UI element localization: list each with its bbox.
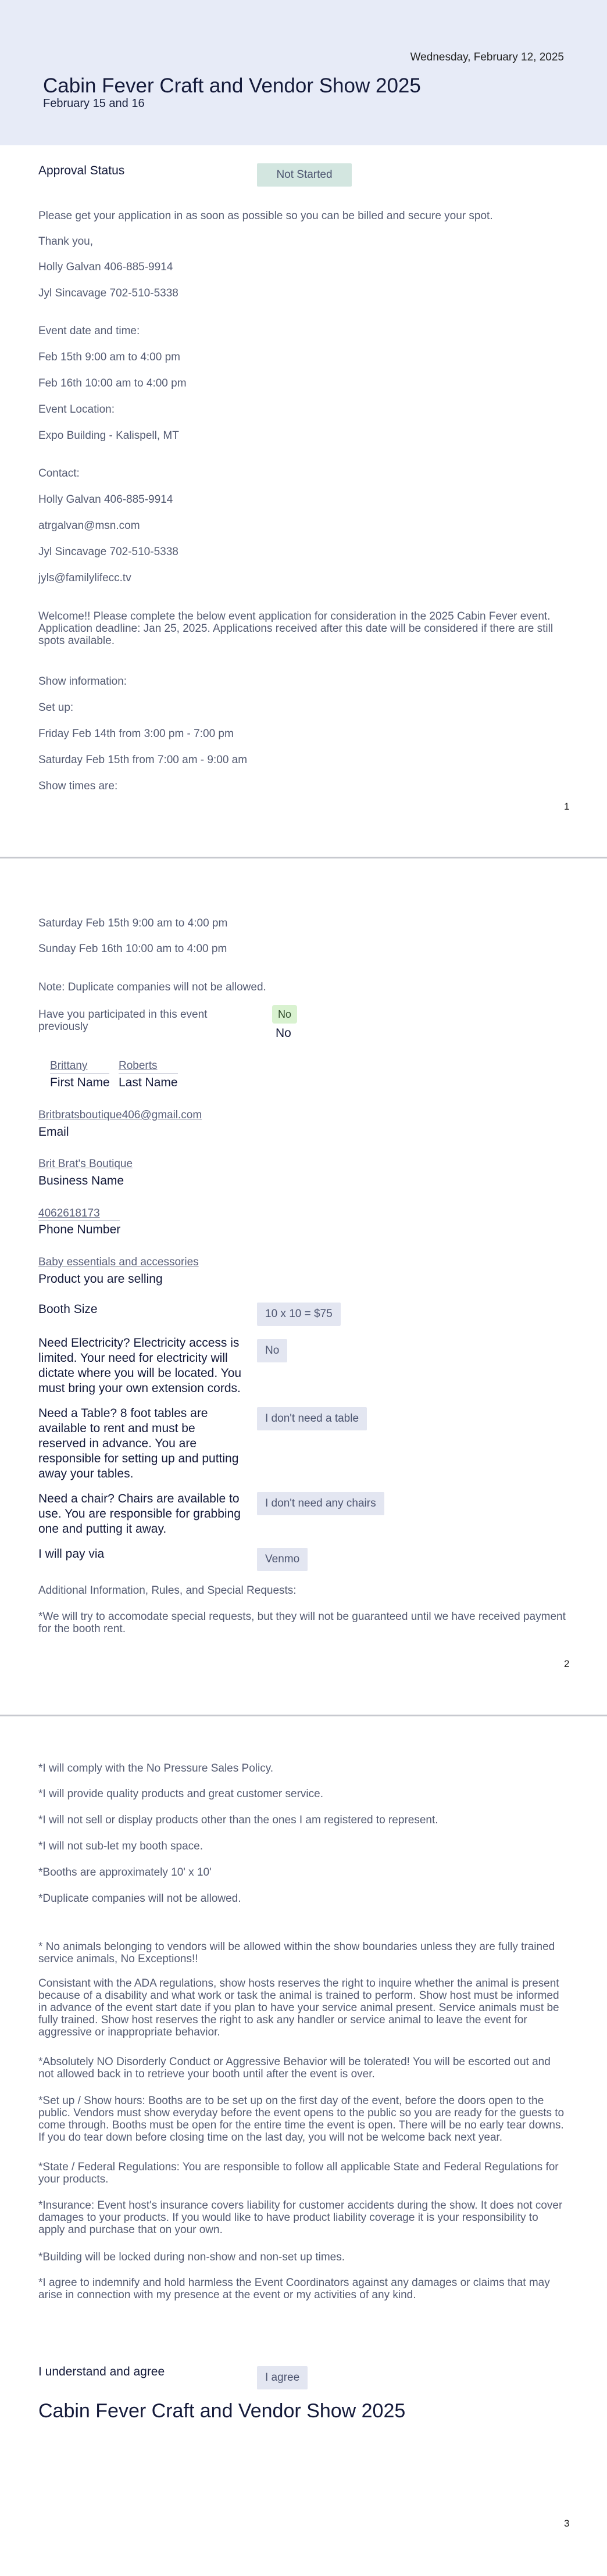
payment-value[interactable]: Venmo	[257, 1548, 308, 1571]
rule-item: *I will comply with the No Pressure Sales Policy.	[38, 1762, 274, 1774]
setup-line: Saturday Feb 15th from 7:00 am - 9:00 am	[38, 754, 248, 766]
contact-email[interactable]: atrgalvan@msn.com	[38, 520, 140, 532]
rule-item: *Insurance: Event host's insurance covers liability for customer accidents during the show. It does not cover damages to your products. If you would like to have product liability coverage it is your responsibility to apply and purchase that on your own.	[38, 2199, 563, 2236]
email-label: Email	[38, 1125, 69, 1139]
page-separator	[0, 857, 607, 858]
page-subtitle: February 15 and 16	[43, 97, 145, 110]
chair-label: Need a chair? Chairs are available to use. You are responsible for grabbing one and putting it away.	[38, 1492, 241, 1536]
page-number: 3	[564, 2518, 570, 2529]
welcome-paragraph: Welcome!! Please complete the below event application for consideration in the 2025 Cabin Fever event. Application deadline: Jan 25, 2025. Applications received after this date will be considered if there are still spots available.	[38, 610, 554, 647]
table-label: Need a Table? 8 foot tables are available to rent and must be reserved in advance. You are responsible for setting up and putting away your tables.	[38, 1407, 239, 1480]
event-date-line: Feb 15th 9:00 am to 4:00 pm	[38, 351, 180, 363]
rule-item: Consistant with the ADA regulations, show hosts reserves the right to inquire whether the animal is present because of a disability and what work or task the animal is trained to perform. Show host must be informed in advance of the event start date if you plan to have your service animal present. Service animals must be fully trained. Show host reserves the right to ask any handler or service animal to leave the event for aggressive or inappropriate behavior.	[38, 1977, 559, 2038]
contact-heading: Contact:	[38, 467, 80, 480]
rule-item: *State / Federal Regulations: You are responsible to follow all applicable State and Federal Regulations for your products.	[38, 2161, 559, 2185]
show-times-heading: Show times are:	[38, 780, 118, 792]
setup-line: Friday Feb 14th from 3:00 pm - 7:00 pm	[38, 728, 234, 740]
email-value[interactable]: Britbratsboutique406@gmail.com	[38, 1109, 202, 1121]
contact-line: Holly Galvan 406-885-9914	[38, 493, 173, 506]
approval-status-label: Approval Status	[38, 164, 125, 177]
approval-status-badge: Not Started	[257, 163, 352, 187]
footer-title: Cabin Fever Craft and Vendor Show 2025	[38, 2400, 406, 2422]
contact-line: Jyl Sincavage 702-510-5338	[38, 546, 178, 558]
rule-item: *I will not sell or display products other than the ones I am registered to represent.	[38, 1814, 438, 1826]
show-time-line: Sunday Feb 16th 10:00 am to 4:00 pm	[38, 943, 227, 955]
phone-underline	[38, 1220, 120, 1221]
duplicate-note: Note: Duplicate companies will not be allowed.	[38, 981, 266, 993]
product-label: Product you are selling	[38, 1272, 163, 1286]
business-name-value[interactable]: Brit Brat's Boutique	[38, 1158, 133, 1170]
participated-badge[interactable]: No	[272, 1005, 297, 1024]
intro-line: Please get your application in as soon as possible so you can be billed and secure your spot.	[38, 210, 493, 222]
rule-item: * No animals belonging to vendors will be allowed within the show boundaries unless they are fully trained service animals, No Exceptions!!	[38, 1941, 555, 1965]
event-date-heading: Event date and time:	[38, 325, 140, 337]
rule-item: *I agree to indemnify and hold harmless the Event Coordinators against any damages or claims that may arise in connection with my presence at the event or my activities of any kind.	[38, 2277, 550, 2301]
phone-number-value[interactable]: 4062618173	[38, 1207, 100, 1219]
contact-email[interactable]: jyls@familylifecc.tv	[38, 572, 131, 584]
rule-item: *Set up / Show hours: Booths are to be set up on the first day of the event, before the doors open to the public. Vendors must show everyday before the event opens to the public so you are ready for the guests to come through. Booths must be open for the entire time the event is open. There will be no early tear downs. If you do tear down before closing time on the last day, you will not be welcome back next year.	[38, 2095, 565, 2144]
page-header	[0, 0, 607, 145]
rule-item: *Building will be locked during non-show and non-set up times.	[38, 2251, 345, 2263]
agree-label: I understand and agree	[38, 2365, 165, 2378]
event-location-line: Expo Building - Kalispell, MT	[38, 430, 179, 442]
phone-number-label: Phone Number	[38, 1223, 121, 1236]
product-value[interactable]: Baby essentials and accessories	[38, 1256, 199, 1268]
rule-item: *Booths are approximately 10' x 10'	[38, 1866, 212, 1879]
rule-item: *I will provide quality products and great customer service.	[38, 1788, 324, 1800]
page-title: Cabin Fever Craft and Vendor Show 2025	[43, 74, 421, 97]
event-location-heading: Event Location:	[38, 403, 115, 416]
last-name-value[interactable]: Roberts	[119, 1060, 158, 1072]
page-separator	[0, 1715, 607, 1716]
first-name-value[interactable]: Brittany	[50, 1060, 88, 1072]
last-name-underline	[119, 1073, 178, 1074]
booth-size-value[interactable]: 10 x 10 = $75	[257, 1303, 341, 1326]
first-name-underline	[50, 1073, 109, 1074]
rule-item: *Duplicate companies will not be allowed.	[38, 1892, 241, 1905]
first-name-label: First Name	[50, 1076, 110, 1089]
table-value[interactable]: I don't need a table	[257, 1407, 367, 1430]
business-name-label: Business Name	[38, 1174, 124, 1187]
show-time-line: Saturday Feb 15th 9:00 am to 4:00 pm	[38, 917, 228, 929]
participated-answer: No	[276, 1026, 291, 1040]
rule-item: *I will not sub-let my booth space.	[38, 1840, 203, 1852]
setup-heading: Set up:	[38, 702, 74, 714]
contact-line: Holly Galvan 406-885-9914	[38, 261, 173, 273]
participated-label: Have you participated in this event previously	[38, 1008, 208, 1033]
event-date-line: Feb 16th 10:00 am to 4:00 pm	[38, 377, 187, 389]
additional-info-heading: Additional Information, Rules, and Special Requests:	[38, 1584, 297, 1597]
header-date: Wednesday, February 12, 2025	[410, 51, 564, 63]
show-info-heading: Show information:	[38, 675, 127, 688]
special-requests-note: *We will try to accomodate special requests, but they will not be guaranteed until we have received payment for the booth rent.	[38, 1611, 566, 1635]
rule-item: *Absolutely NO Disorderly Conduct or Aggressive Behavior will be tolerated! You will be escorted out and not allowed back in to retrieve your booth until after the event is over.	[38, 2056, 551, 2080]
thank-you-line: Thank you,	[38, 235, 93, 248]
booth-size-label: Booth Size	[38, 1303, 98, 1316]
payment-label: I will pay via	[38, 1547, 105, 1561]
page-number: 2	[564, 1658, 570, 1669]
electricity-label: Need Electricity? Electricity access is limited. Your need for electricity will dictate where you will be located. You must bring your own extension cords.	[38, 1336, 242, 1395]
chair-value[interactable]: I don't need any chairs	[257, 1492, 384, 1515]
contact-line: Jyl Sincavage 702-510-5338	[38, 287, 178, 299]
page-number: 1	[564, 801, 570, 812]
last-name-label: Last Name	[119, 1076, 178, 1089]
electricity-value[interactable]: No	[257, 1339, 287, 1362]
agree-value[interactable]: I agree	[257, 2366, 308, 2389]
